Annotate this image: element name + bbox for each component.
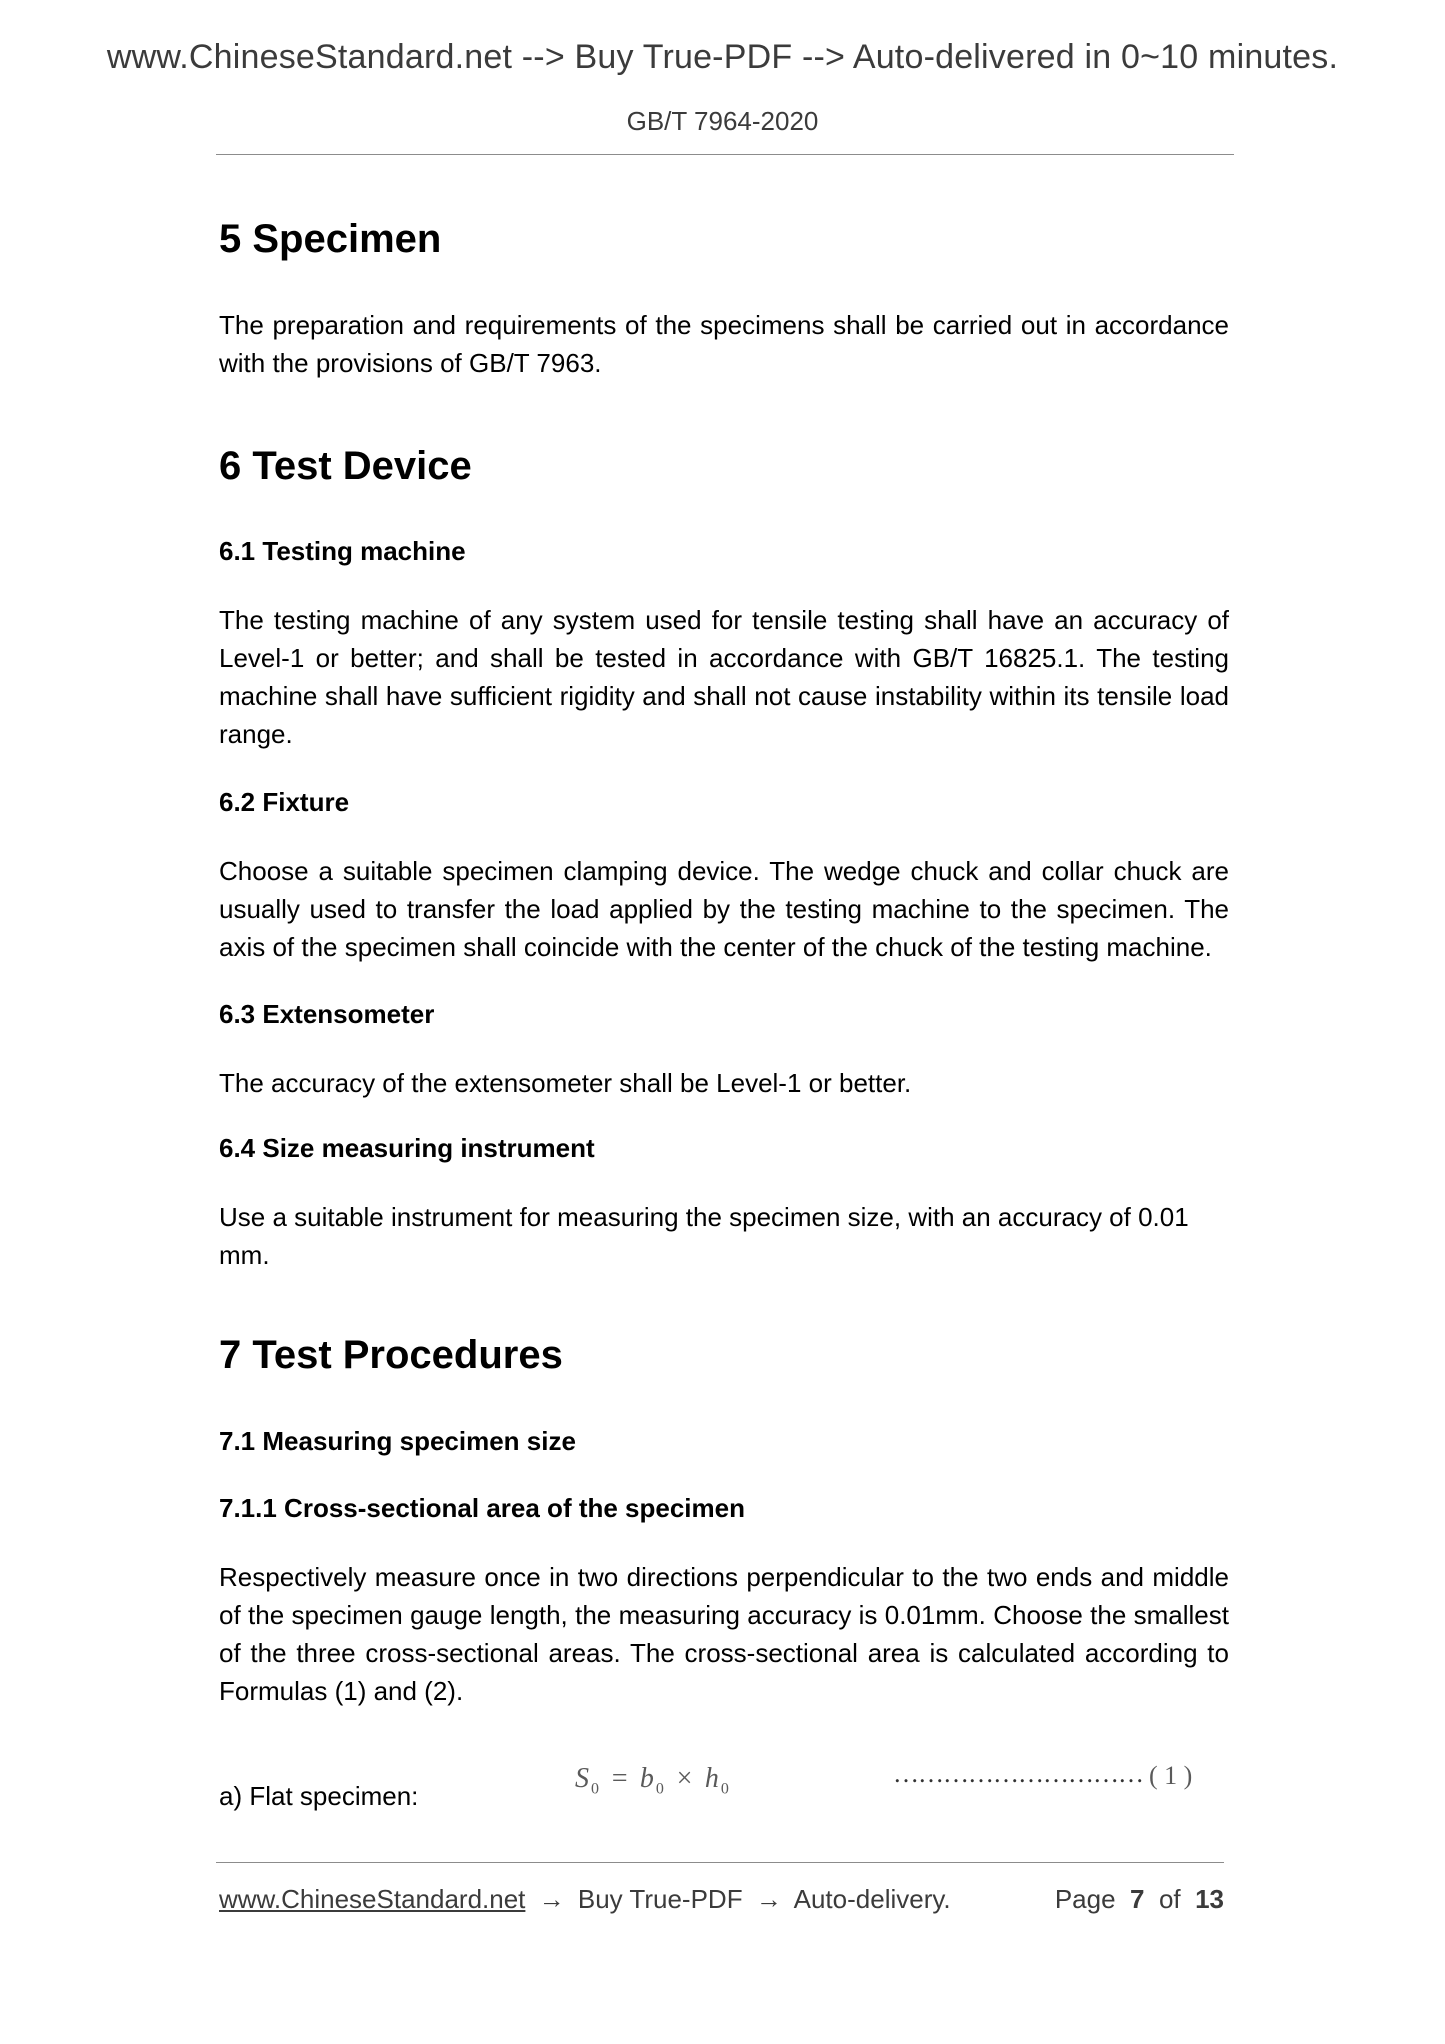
document-code: GB/T 7964-2020 xyxy=(626,106,819,136)
section-6-4-heading: 6.4 Size measuring instrument xyxy=(219,1133,595,1163)
footer-buy-text: Buy True-PDF xyxy=(577,1884,743,1914)
section-6-2-heading: 6.2 Fixture xyxy=(219,787,350,817)
total-page-number: 13 xyxy=(1195,1884,1224,1914)
arrow-right-icon: → xyxy=(538,1884,565,1914)
section-7-1-heading: 7.1 Measuring specimen size xyxy=(219,1426,576,1456)
section-5-paragraph: The preparation and requirements of the specimens shall be carried out in accordance with the provisions of GB/T 7963. xyxy=(219,310,1229,378)
arrow-right-icon: → xyxy=(755,1884,782,1914)
top-banner: www.ChineseStandard.net --> Buy True-PDF --> Auto-delivered in 0~10 minutes. xyxy=(106,38,1339,76)
section-6-heading: 6 Test Device xyxy=(219,444,472,488)
section-6-2-paragraph: Choose a suitable specimen clamping device. The wedge chuck and collar chuck are usually used to transfer the load applied by the testing machine to the specimen. The axis of the specimen shall coincide with the center of the chuck of the testing machine. xyxy=(219,856,1229,962)
current-page-number: 7 xyxy=(1130,1884,1145,1914)
header-divider xyxy=(216,154,1234,155)
section-6-3-paragraph: The accuracy of the extensometer shall be Level-1 or better. xyxy=(219,1068,912,1098)
footer-divider xyxy=(216,1862,1224,1863)
formula-1 xyxy=(219,1745,1229,1815)
page-footer xyxy=(219,1884,1224,1915)
formula-1-leader-dots: ………………………… xyxy=(893,1759,1143,1788)
footer-delivery-text: Auto-delivery. xyxy=(793,1884,951,1914)
section-6-4-paragraph: Use a suitable instrument for measuring the specimen size, with an accuracy of 0.01 mm. xyxy=(219,1202,1189,1270)
section-7-1-1-heading: 7.1.1 Cross-sectional area of the specimen xyxy=(219,1493,745,1523)
section-6-1-paragraph: The testing machine of any system used for tensile testing shall have an accuracy of Level-1 or better; and shall be tested in accordance with GB/T 16825.1. The testing machine shall have sufficient rigidity and shall not cause instability within its tensile load range. xyxy=(219,605,1229,749)
section-5-heading: 5 Specimen xyxy=(219,217,442,261)
footer-site-link[interactable]: www.ChineseStandard.net xyxy=(219,1884,526,1914)
formula-1-expression: $S_0 = b_0 \times h_0$ xyxy=(575,1763,731,1798)
formula-1-number: ( 1 ) xyxy=(1149,1761,1193,1790)
section-7-1-1-paragraph: Respectively measure once in two directions perpendicular to the two ends and middle of the specimen gauge length, the measuring accuracy is 0.01mm. Choose the smallest of the three cross-sectional areas. The cross-sectional area is calculated according to Formulas (1) and (2). xyxy=(219,1562,1229,1706)
section-6-3-heading: 6.3 Extensometer xyxy=(219,999,435,1029)
section-7-heading: 7 Test Procedures xyxy=(219,1333,563,1377)
page-indicator: Page 7 of 13 xyxy=(1054,1884,1224,1914)
section-6-1-heading: 6.1 Testing machine xyxy=(219,536,466,566)
formula-1-label: a) Flat specimen: xyxy=(219,1781,419,1811)
